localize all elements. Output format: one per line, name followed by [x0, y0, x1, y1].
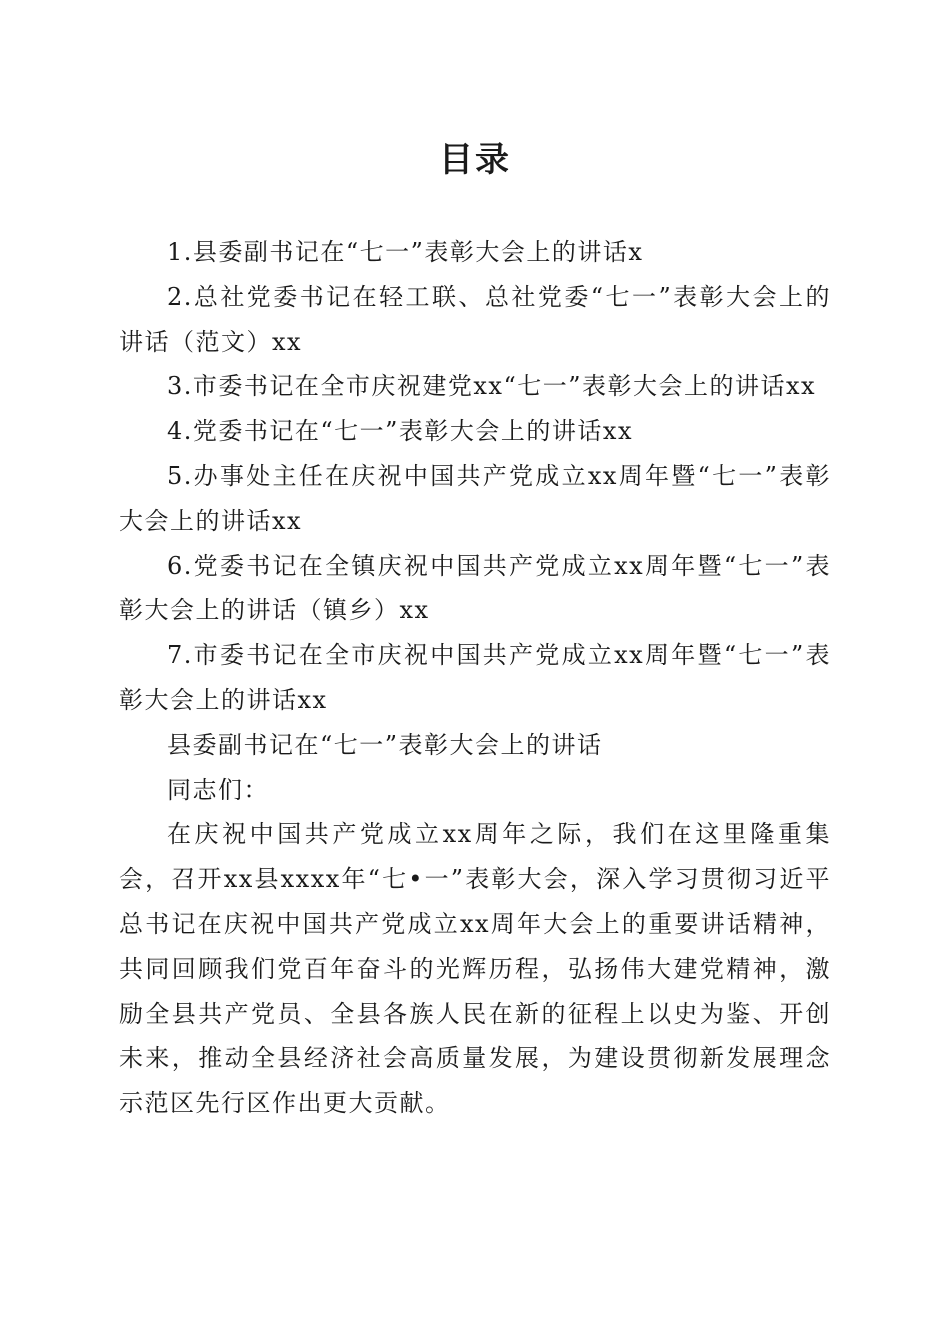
toc-item-6: 6.党委书记在全镇庆祝中国共产党成立xx周年暨“七一”表彰大会上的讲话（镇乡）xx — [119, 551, 831, 625]
speech-title: 县委副书记在“七一”表彰大会上的讲话 — [167, 730, 603, 759]
toc-item-7: 7.市委书记在全市庆祝中国共产党成立xx周年暨“七一”表彰大会上的讲话xx — [119, 641, 831, 714]
toc-item-2: 2.总社党委书记在轻工联、总社党委“七一”表彰大会上的讲话（范文）xx — [119, 282, 831, 356]
salutation: 同志们： — [167, 775, 269, 804]
body-paragraph: 在庆祝中国共产党成立xx周年之际，我们在这里隆重集会，召开xx县xxxx年“七•一”表彰大会，深入学习贯彻习近平总书记在庆祝中国共产党成立xx周年大会上的重要讲话精神，共同回顾我们党百年奋斗的光辉历程，弘扬伟大建党精神，激励全县共产党员、全县各族人民在新的征程上以史为鉴、开创未来，推动全县经济社会高质量发展，为建设贯彻新发展理念示范区先行区作出更大贡献。 — [119, 820, 831, 1118]
toc-item-4: 4.党委书记在“七一”表彰大会上的讲话xx — [167, 417, 634, 446]
toc-item-3: 3.市委书记在全市庆祝建党xx“七一”表彰大会上的讲话xx — [167, 372, 817, 401]
toc-item-1: 1.县委副书记在“七一”表彰大会上的讲话x — [167, 238, 644, 266]
document-body — [119, 230, 831, 1126]
toc-item-5: 5.办事处主任在庆祝中国共产党成立xx周年暨“七一”表彰大会上的讲话xx — [119, 461, 831, 535]
page-title: 目录 — [439, 140, 511, 180]
